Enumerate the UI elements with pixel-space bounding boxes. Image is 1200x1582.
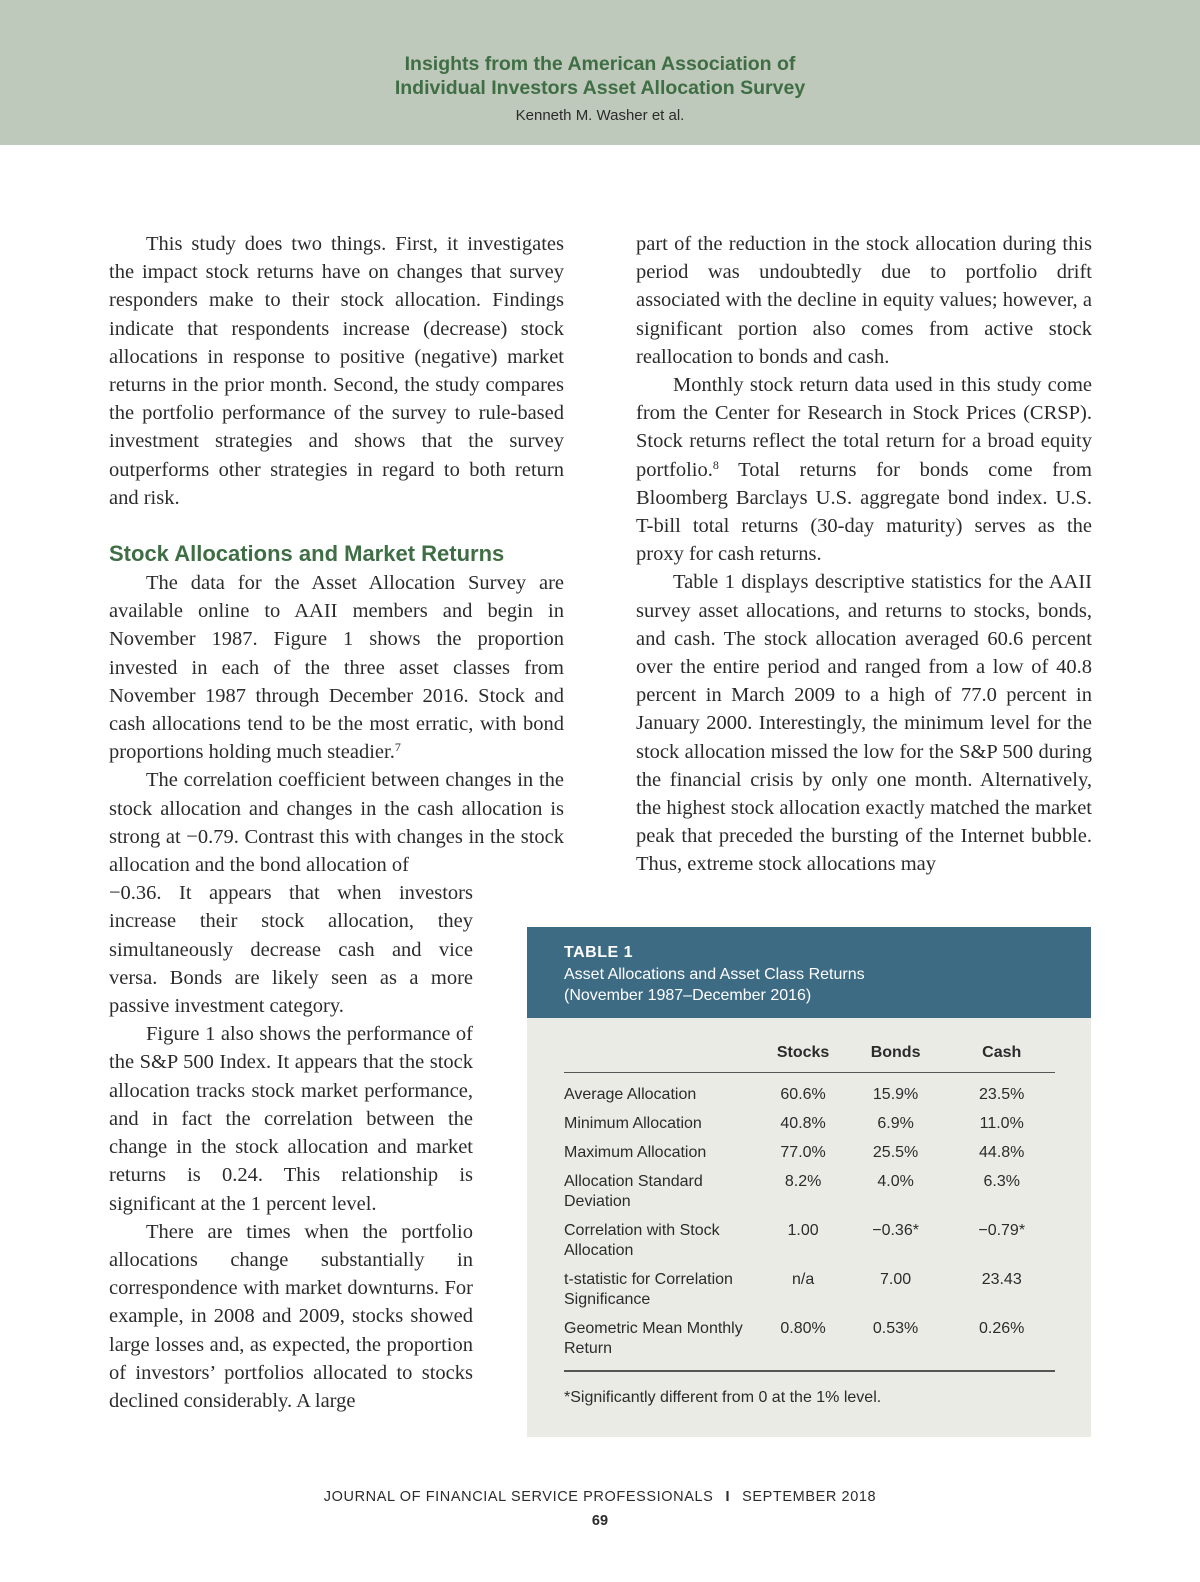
article-title-line-1: Insights from the American Association of	[404, 53, 796, 75]
cell-stocks: 77.0%	[780, 1144, 826, 1161]
cell-bonds: 15.9%	[872, 1086, 919, 1103]
paragraph-return-data	[636, 371, 1092, 568]
cell-stocks: 1.00	[787, 1222, 819, 1239]
row-label: Average Allocation	[564, 1086, 697, 1103]
table-row	[564, 1172, 1055, 1221]
cell-stocks: 8.2%	[784, 1173, 822, 1190]
left-column	[109, 230, 564, 1415]
journal-name: JOURNAL OF FINANCIAL SERVICE PROFESSIONALS	[323, 1489, 714, 1505]
column-header-cash: Cash	[948, 1044, 1055, 1073]
cell-stocks: 60.6%	[780, 1086, 826, 1103]
wrapped-text	[109, 879, 473, 1415]
table-row	[564, 1319, 1055, 1371]
cell-bonds: 4.0%	[877, 1173, 914, 1190]
table-footnote: *Significantly different from 0 at the 1% level.	[564, 1389, 882, 1406]
cell-stocks: n/a	[791, 1271, 815, 1288]
article-title	[0, 52, 1200, 100]
table-caption	[564, 965, 865, 1006]
row-label: Correlation with Stock Allocation	[564, 1222, 720, 1259]
cell-bonds: 25.5%	[872, 1144, 919, 1161]
footnote-8-marker: 8	[712, 457, 719, 472]
row-label: Maximum Allocation	[564, 1144, 707, 1161]
article-author: Kenneth M. Washer et al.	[515, 107, 685, 124]
cell-bonds: 7.00	[880, 1271, 912, 1288]
paragraph-return-data-b: Total returns for bonds come from Bloomberg Barclays U.S. aggregate bond index. U.S. T-bill total returns (30-day maturity) serves as the proxy for cash returns.	[636, 458, 1092, 566]
table-label: TABLE 1	[564, 944, 633, 961]
paragraph-table-1: Table 1 displays descriptive statistics for the AAII survey asset allocations, and returns to stocks, bonds, and cash. The stock allocation averaged 60.6 percent over the entire period and ranged from a low of 40.8 percent in March 2009 to a high of 77.0 percent in January 2000. Interestingly, the minimum level for the stock allocation missed the low for the S&P 500 during the financial crisis by only one month. Alternatively, the highest stock allocation exactly matched the market peak that preceded the bursting of the Internet bubble. Thus, extreme stock allocations may	[636, 571, 1092, 876]
cell-bonds: 0.53%	[843, 1319, 949, 1371]
running-header	[0, 0, 1200, 145]
paragraph-intro: This study does two things. First, it investigates the impact stock returns have on changes that survey responders make to their stock allocation. Findings indicate that respondents increase (decrease) stock allocations in response to positive (negative) market returns in the prior month. Second, the study compares the portfolio performance of the survey to rule-based investment strategies and shows that the survey outperforms other strategies in regard to both return and risk.	[109, 233, 564, 509]
column-header-stocks: Stocks	[763, 1044, 842, 1073]
row-label: Allocation Standard Deviation	[564, 1173, 703, 1210]
column-header-bonds: Bonds	[843, 1044, 949, 1073]
cell-cash: −0.79*	[978, 1222, 1026, 1239]
table-stub-header	[564, 1044, 763, 1073]
table-row	[564, 1143, 1055, 1172]
cell-cash: 44.8%	[979, 1144, 1025, 1161]
paragraph-correlation-continued: −0.36. It appears that when investors increase their stock allocation, they simultaneously decrease cash and vice versa. Bonds are likely seen as a more passive investment category.	[109, 882, 473, 1018]
paragraph-correlation: The correlation coefficient between changes in the stock allocation and changes in the cash allocation is strong at −0.79. Contrast this with changes in the stock allocation and the bond allocation of	[109, 769, 564, 877]
cell-cash: 23.43	[981, 1271, 1022, 1288]
row-label: Geometric Mean Monthly Return	[564, 1319, 763, 1371]
table-row	[564, 1270, 1055, 1319]
paragraph-reduction: part of the reduction in the stock allocation during this period was undoubtedly due to portfolio drift associated with the decline in equity values; however, a significant portion also comes from active stock reallocation to bonds and cash.	[636, 233, 1092, 368]
cell-cash: 11.0%	[979, 1115, 1024, 1132]
page-number: 69	[591, 1513, 609, 1529]
issue-date: SEPTEMBER 2018	[742, 1489, 877, 1505]
footer-separator: I	[725, 1489, 731, 1505]
cell-cash: 23.5%	[979, 1086, 1025, 1103]
table-header	[527, 927, 1091, 1018]
cell-bonds: −0.36*	[872, 1222, 919, 1239]
footnote-7-marker: 7	[394, 740, 401, 755]
table-1	[527, 927, 1091, 1437]
article-title-line-2: Individual Investors Asset Allocation Survey	[394, 77, 806, 99]
cell-bonds: 6.9%	[877, 1115, 914, 1132]
row-label: t-statistic for Correlation Significance	[564, 1271, 733, 1308]
cell-cash: 6.3%	[983, 1173, 1020, 1190]
table-caption-line-1: Asset Allocations and Asset Class Returns	[564, 966, 865, 983]
table-row	[564, 1073, 1055, 1115]
footer-journal-line	[0, 1489, 1200, 1505]
cell-stocks: 40.8%	[780, 1115, 826, 1132]
cell-stocks: 0.80%	[763, 1319, 842, 1371]
table-row	[564, 1221, 1055, 1270]
asset-allocation-table	[564, 1044, 1055, 1372]
paragraph-return-data-a: Monthly stock return data used in this study come from the Center for Research in Stock Prices (CRSP). Stock returns reflect the total return for a broad equity portfolio.	[636, 374, 1092, 481]
table-row	[564, 1114, 1055, 1143]
paragraph-sp500: Figure 1 also shows the performance of the S&P 500 Index. It appears that the stock allocation tracks stock market performance, and in fact the correlation between the change in the stock allocation and market returns is 0.24. This relationship is significant at the 1 percent level.	[109, 1023, 473, 1215]
table-caption-line-2: (November 1987–December 2016)	[564, 986, 812, 1004]
paragraph-downturns: There are times when the portfolio allocations change substantially in correspondence with market downturns. For example, in 2008 and 2009, stocks showed large losses and, as expected, the proportion of investors’ portfolios allocated to stocks declined considerably. A large	[109, 1220, 473, 1412]
right-column	[636, 230, 1092, 879]
section-heading: Stock Allocations and Market Returns	[109, 541, 505, 567]
table-column-headers	[564, 1044, 1055, 1073]
paragraph-data-text: The data for the Asset Allocation Survey are available online to AAII members and begin in November 1987. Figure 1 shows the proportion invested in each of the three asset classes from November 1987 through December 2016. Stock and cash allocations tend to be the most erratic, with bond proportions holding much steadier.	[109, 572, 564, 764]
paragraph-data	[109, 569, 564, 766]
row-label: Minimum Allocation	[564, 1115, 702, 1132]
cell-cash: 0.26%	[948, 1319, 1055, 1371]
